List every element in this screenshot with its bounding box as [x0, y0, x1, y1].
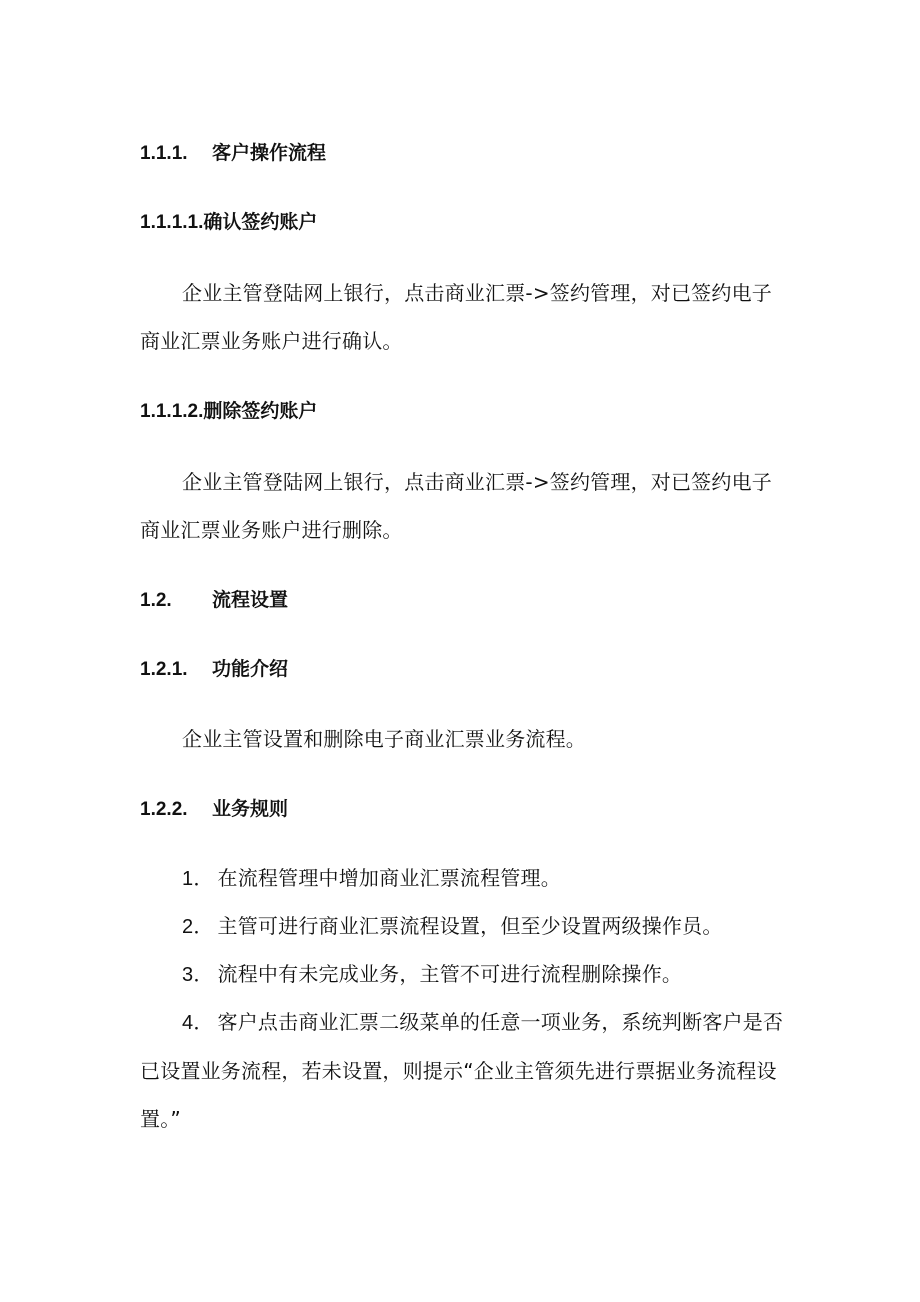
rule-number: 3．	[182, 964, 214, 986]
rule-text: 主管可进行商业汇票流程设置，但至少设置两级操作员。	[217, 914, 723, 938]
heading-delete-account	[140, 399, 317, 424]
rule-item	[182, 914, 723, 939]
heading-text: 客户操作流程	[212, 142, 327, 164]
heading-business-rules	[140, 797, 288, 822]
heading-text: 功能介绍	[212, 658, 289, 680]
rule-item-long	[140, 998, 785, 1143]
rule-number: 1．	[182, 868, 214, 890]
heading-customer-flow	[140, 141, 326, 166]
heading-number: 1.2.1.	[140, 659, 188, 680]
rule-text: 客户点击商业汇票二级菜单的任意一项业务，系统判断客户是否已设置业务流程，若未设置，则提示“企业主管须先进行票据业务流程设置。”	[140, 1010, 784, 1131]
rule-item	[182, 866, 561, 891]
heading-number: 1.1.1.	[140, 143, 188, 164]
paragraph-delete: 企业主管登陆网上银行，点击商业汇票->签约管理，对已签约电子商业汇票业务账户进行删除。	[140, 470, 772, 542]
rule-text: 流程中有未完成业务，主管不可进行流程删除操作。	[217, 962, 683, 986]
heading-number: 1.2.2.	[140, 799, 188, 820]
heading-flow-settings	[140, 588, 288, 613]
heading-text: 业务规则	[212, 798, 289, 820]
rule-item	[182, 962, 682, 987]
heading-number: 1.1.1.1.	[140, 212, 204, 233]
heading-confirm-account	[140, 210, 317, 235]
heading-text: 删除签约账户	[203, 400, 318, 422]
rule-number: 4．	[182, 1012, 214, 1034]
heading-text: 确认签约账户	[203, 211, 318, 233]
heading-function-intro	[140, 657, 288, 682]
heading-number: 1.2.	[140, 590, 172, 611]
paragraph-confirm: 企业主管登陆网上银行，点击商业汇票->签约管理，对已签约电子商业汇票业务账户进行确认。	[140, 281, 772, 353]
heading-number: 1.1.1.2.	[140, 401, 204, 422]
rule-text: 在流程管理中增加商业汇票流程管理。	[217, 866, 561, 890]
heading-text: 流程设置	[212, 589, 289, 611]
rule-number: 2．	[182, 916, 214, 938]
paragraph-intro: 企业主管设置和删除电子商业汇票业务流程。	[182, 727, 586, 751]
